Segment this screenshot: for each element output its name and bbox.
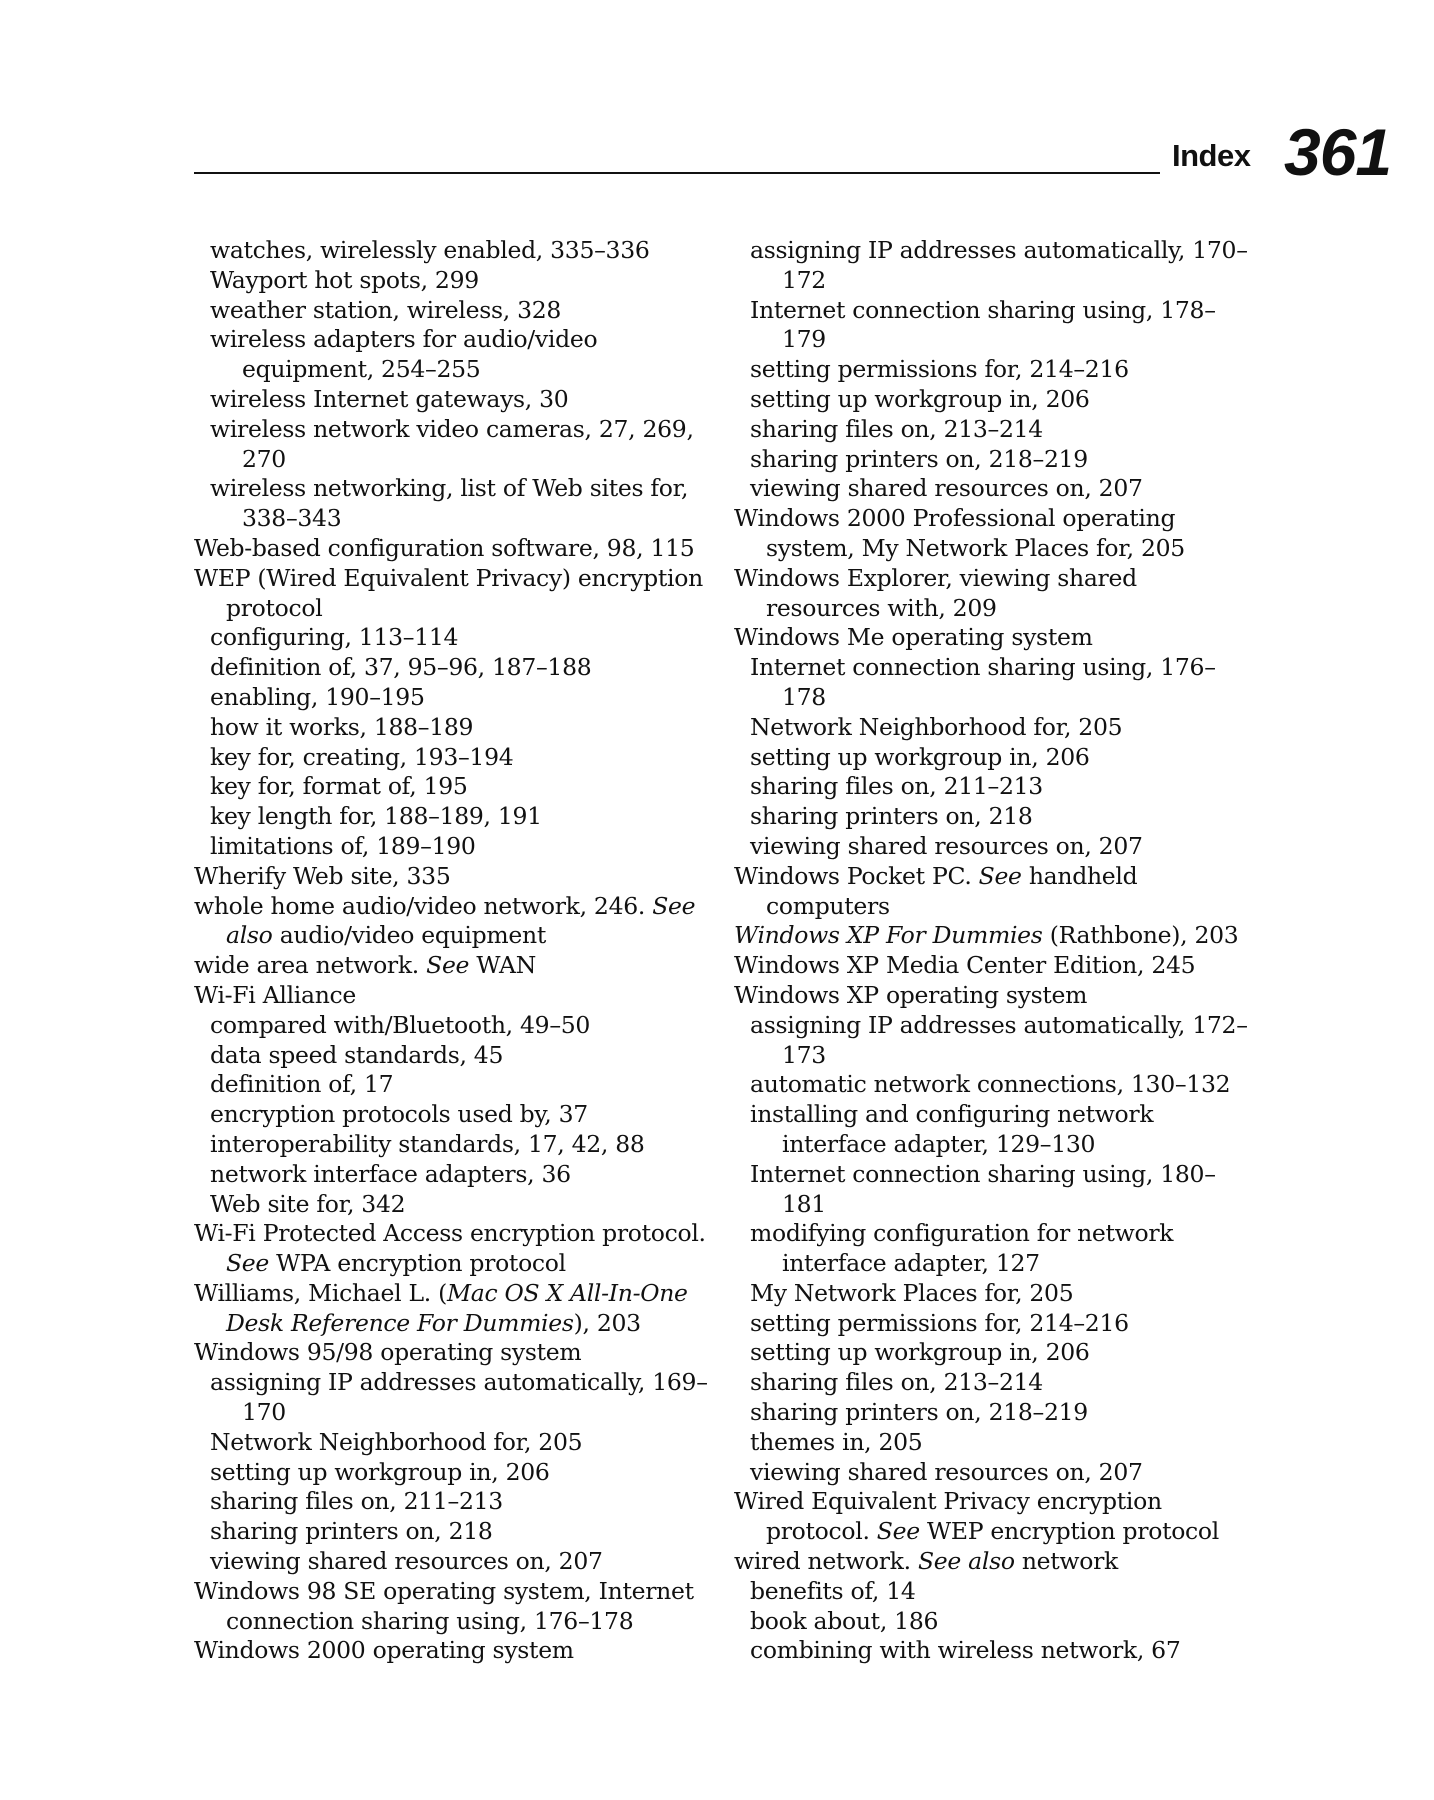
running-head: Index: [1172, 138, 1251, 173]
index-entry: wired network. See also network: [734, 1547, 1118, 1576]
index-entry: configuring, 113–114: [210, 623, 459, 652]
index-entry: setting up workgroup in, 206: [750, 1338, 1090, 1367]
index-entry: Wayport hot spots, 299: [210, 265, 479, 294]
index-entry: sharing printers on, 218: [210, 1517, 493, 1546]
index-entry: setting up workgroup in, 206: [750, 384, 1090, 413]
index-entry: sharing files on, 211–213: [750, 772, 1043, 801]
index-entry: Network Neighborhood for, 205: [210, 1427, 583, 1456]
index-entry: automatic network connections, 130–132: [750, 1070, 1231, 1099]
index-entry: benefits of, 14: [750, 1576, 916, 1605]
index-entry: assigning IP addresses automatically, 170–172: [750, 236, 1248, 294]
index-entry: viewing shared resources on, 207: [750, 831, 1143, 860]
index-entry: Windows 95/98 operating system: [194, 1338, 582, 1367]
index-column-left: [194, 236, 714, 1666]
index-entry: key for, creating, 193–194: [210, 742, 514, 771]
index-entry: sharing printers on, 218: [750, 802, 1033, 831]
index-entry: assigning IP addresses automatically, 169–170: [210, 1368, 708, 1427]
index-entry: viewing shared resources on, 207: [210, 1547, 603, 1576]
index-entry: Windows 2000 Professional operating system, My Network Places for, 205: [734, 504, 1185, 562]
index-entry: viewing shared resources on, 207: [750, 1457, 1143, 1486]
index-entry: sharing printers on, 218–219: [750, 444, 1088, 473]
index-entry: Wi-Fi Alliance: [194, 980, 357, 1009]
index-entry: Windows Explorer, viewing shared resources with, 209: [734, 563, 1137, 622]
index-entry: Wherify Web site, 335: [194, 861, 451, 890]
index-entry: interoperability standards, 17, 42, 88: [210, 1129, 645, 1158]
index-entry: viewing shared resources on, 207: [750, 474, 1143, 503]
index-entry: wide area network. See WAN: [194, 951, 536, 980]
index-entry: book about, 186: [750, 1606, 939, 1635]
index-entry: watches, wirelessly enabled, 335–336: [210, 236, 650, 264]
index-entry: key length for, 188–189, 191: [210, 802, 542, 831]
index-entry: setting up workgroup in, 206: [750, 742, 1090, 771]
index-entry: weather station, wireless, 328: [210, 295, 562, 324]
index-entry: Windows Me operating system: [734, 623, 1093, 652]
index-entry: Internet connection sharing using, 176–178: [750, 653, 1216, 711]
index-entry: assigning IP addresses automatically, 172–173: [750, 1010, 1248, 1069]
index-entry: key for, format of, 195: [210, 772, 468, 801]
index-entry: Windows 98 SE operating system, Internet connection sharing using, 176–178: [194, 1576, 694, 1635]
index-entry: compared with/Bluetooth, 49–50: [210, 1010, 591, 1039]
index-entry: wireless network video cameras, 27, 269, 270: [210, 414, 694, 473]
index-entry: setting up workgroup in, 206: [210, 1457, 550, 1486]
index-entry: Windows XP operating system: [734, 980, 1088, 1009]
index-entry: My Network Places for, 205: [750, 1278, 1074, 1307]
index-entry: wireless Internet gateways, 30: [210, 384, 569, 413]
header-rule: [194, 172, 1160, 174]
index-column-right: [734, 236, 1254, 1666]
index-entry: WEP (Wired Equivalent Privacy) encryption protocol: [194, 563, 703, 622]
index-entry: setting permissions for, 214–216: [750, 1308, 1129, 1337]
index-entry: wireless networking, list of Web sites for, 338–343: [210, 474, 689, 533]
index-entry: themes in, 205: [750, 1427, 923, 1456]
index-entry: Windows XP For Dummies (Rathbone), 203: [734, 921, 1239, 950]
index-entry: enabling, 190–195: [210, 682, 425, 711]
index-entry: how it works, 188–189: [210, 712, 474, 741]
index-entry: network interface adapters, 36: [210, 1159, 571, 1188]
index-entry: modifying configuration for network interface adapter, 127: [750, 1219, 1174, 1278]
index-entry: Wired Equivalent Privacy encryption protocol. See WEP encryption protocol: [734, 1487, 1219, 1546]
index-entry: sharing files on, 213–214: [750, 1368, 1043, 1397]
index-entry: Web site for, 342: [210, 1189, 406, 1218]
index-entry: Wi-Fi Protected Access encryption protocol. See WPA encryption protocol: [194, 1219, 706, 1278]
index-entry: definition of, 37, 95–96, 187–188: [210, 653, 592, 682]
index-entry: sharing printers on, 218–219: [750, 1398, 1088, 1427]
index-entry: whole home audio/video network, 246. See also audio/video equipment: [194, 891, 696, 950]
page-number: 361: [1284, 115, 1392, 189]
index-entry: Windows 2000 operating system: [194, 1636, 574, 1665]
index-entry: encryption protocols used by, 37: [210, 1100, 588, 1129]
index-entry: setting permissions for, 214–216: [750, 355, 1129, 384]
index-entry: Windows XP Media Center Edition, 245: [734, 951, 1196, 980]
index-entry: Windows Pocket PC. See handheld computers: [734, 861, 1138, 920]
index-entry: Network Neighborhood for, 205: [750, 712, 1123, 741]
index-entry: definition of, 17: [210, 1070, 394, 1099]
index-entry: sharing files on, 211–213: [210, 1487, 503, 1516]
index-entry: Web-based configuration software, 98, 115: [194, 533, 695, 562]
index-entry: Internet connection sharing using, 178–179: [750, 295, 1216, 354]
index-entry: wireless adapters for audio/video equipment, 254–255: [210, 325, 598, 384]
index-entry: Williams, Michael L. (Mac OS X All-In-One Desk Reference For Dummies), 203: [194, 1278, 688, 1337]
index-entry: installing and configuring network interface adapter, 129–130: [750, 1100, 1154, 1158]
index-entry: limitations of, 189–190: [210, 831, 476, 860]
index-entry: Internet connection sharing using, 180–181: [750, 1159, 1216, 1218]
index-entry: sharing files on, 213–214: [750, 414, 1043, 443]
index-entry: combining with wireless network, 67: [750, 1636, 1181, 1665]
index-entry: data speed standards, 45: [210, 1040, 504, 1069]
